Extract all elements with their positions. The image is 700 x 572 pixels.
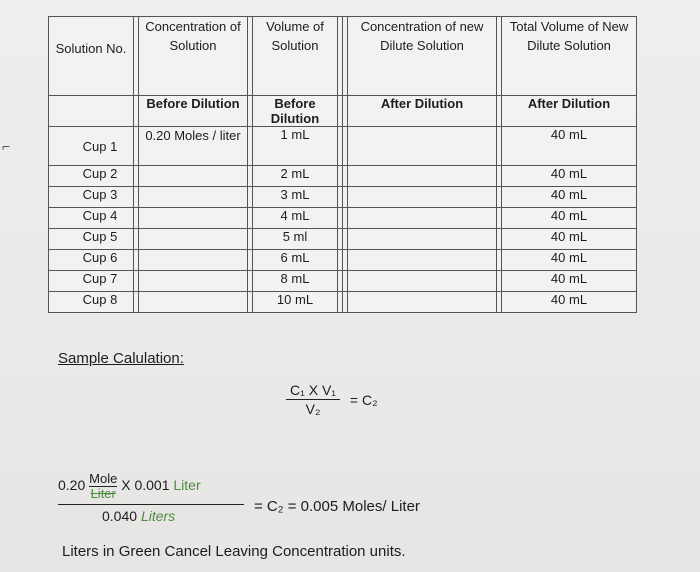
calc-value: 0.20 [58, 477, 86, 494]
cup-label: Cup 1 [49, 127, 134, 166]
volume-cell: 1 mL [253, 127, 338, 166]
total-volume-cell: 40 mL [502, 271, 637, 292]
calc-denominator-value: 0.040 [102, 508, 138, 524]
table-row [49, 250, 637, 271]
subheader-before-vol: Before Dilution [253, 96, 338, 127]
cancel-note: Liters in Green Cancel Leaving Concentration units. [62, 543, 406, 560]
cup-label: Cup 7 [49, 271, 134, 292]
volume-cell: 8 mL [253, 271, 338, 292]
volume-cell: 4 mL [253, 208, 338, 229]
table-row [49, 187, 637, 208]
volume-cell: 3 mL [253, 187, 338, 208]
table-row [49, 229, 637, 250]
stock-concentration: 0.20 Moles / liter [139, 127, 248, 166]
calc-result: = C₂ = 0.005 Moles/ Liter [254, 498, 420, 515]
calc-denominator [102, 508, 175, 524]
cup-label: Cup 3 [49, 187, 134, 208]
calc-unit-numerator: Mole [89, 471, 118, 486]
calc-unit-denominator: Liter [90, 486, 116, 501]
fraction-bar [58, 504, 244, 505]
table-row [49, 292, 637, 313]
dilution-formula [286, 382, 378, 417]
cup-label: Cup 4 [49, 208, 134, 229]
formula-denominator: V₂ [305, 401, 321, 417]
total-volume-cell: 40 mL [502, 292, 637, 313]
formula-result: = C₂ [349, 391, 378, 408]
table-row [49, 127, 637, 166]
subheader-after-vol: After Dilution [502, 96, 637, 127]
table-row [49, 208, 637, 229]
cup-label: Cup 8 [49, 292, 134, 313]
calc-denominator-unit: Liters [140, 508, 176, 524]
total-volume-cell: 40 mL [502, 250, 637, 271]
table-row [49, 271, 637, 292]
table-row [49, 166, 637, 187]
formula-fraction [286, 382, 340, 417]
volume-cell: 5 ml [253, 229, 338, 250]
cup-label: Cup 2 [49, 166, 134, 187]
sample-calculation-title: Sample Calulation: [58, 350, 184, 367]
cup-label: Cup 5 [49, 229, 134, 250]
worked-calculation [58, 468, 478, 528]
cup-label: Cup 6 [49, 250, 134, 271]
calc-liter: Liter [173, 477, 201, 494]
total-volume-cell: 40 mL [502, 208, 637, 229]
calc-numerator [58, 472, 201, 501]
total-volume-cell: 40 mL [502, 229, 637, 250]
subheader-before-conc: Before Dilution [139, 96, 248, 127]
new-concentration-cell [348, 127, 497, 166]
header-concentration: Concentration of Solution [139, 17, 248, 96]
volume-cell: 6 mL [253, 250, 338, 271]
header-total-volume: Total Volume of New Dilute Solution [502, 17, 637, 96]
calc-times: X 0.001 [121, 477, 170, 494]
margin-mark: ⌐ [2, 138, 11, 154]
formula-numerator: C₁ X V₁ [286, 382, 340, 400]
header-new-concentration: Concentration of new Dilute Solution [348, 17, 497, 96]
subheader-after-conc: After Dilution [348, 96, 497, 127]
dilution-table [48, 16, 637, 313]
total-volume-cell: 40 mL [502, 166, 637, 187]
header-solution-no: Solution No. [49, 17, 134, 96]
total-volume-cell: 40 mL [502, 187, 637, 208]
volume-cell: 2 mL [253, 166, 338, 187]
total-volume-cell: 40 mL [502, 127, 637, 166]
header-volume: Volume of Solution [253, 17, 338, 96]
volume-cell: 10 mL [253, 292, 338, 313]
calc-unit [89, 472, 117, 501]
